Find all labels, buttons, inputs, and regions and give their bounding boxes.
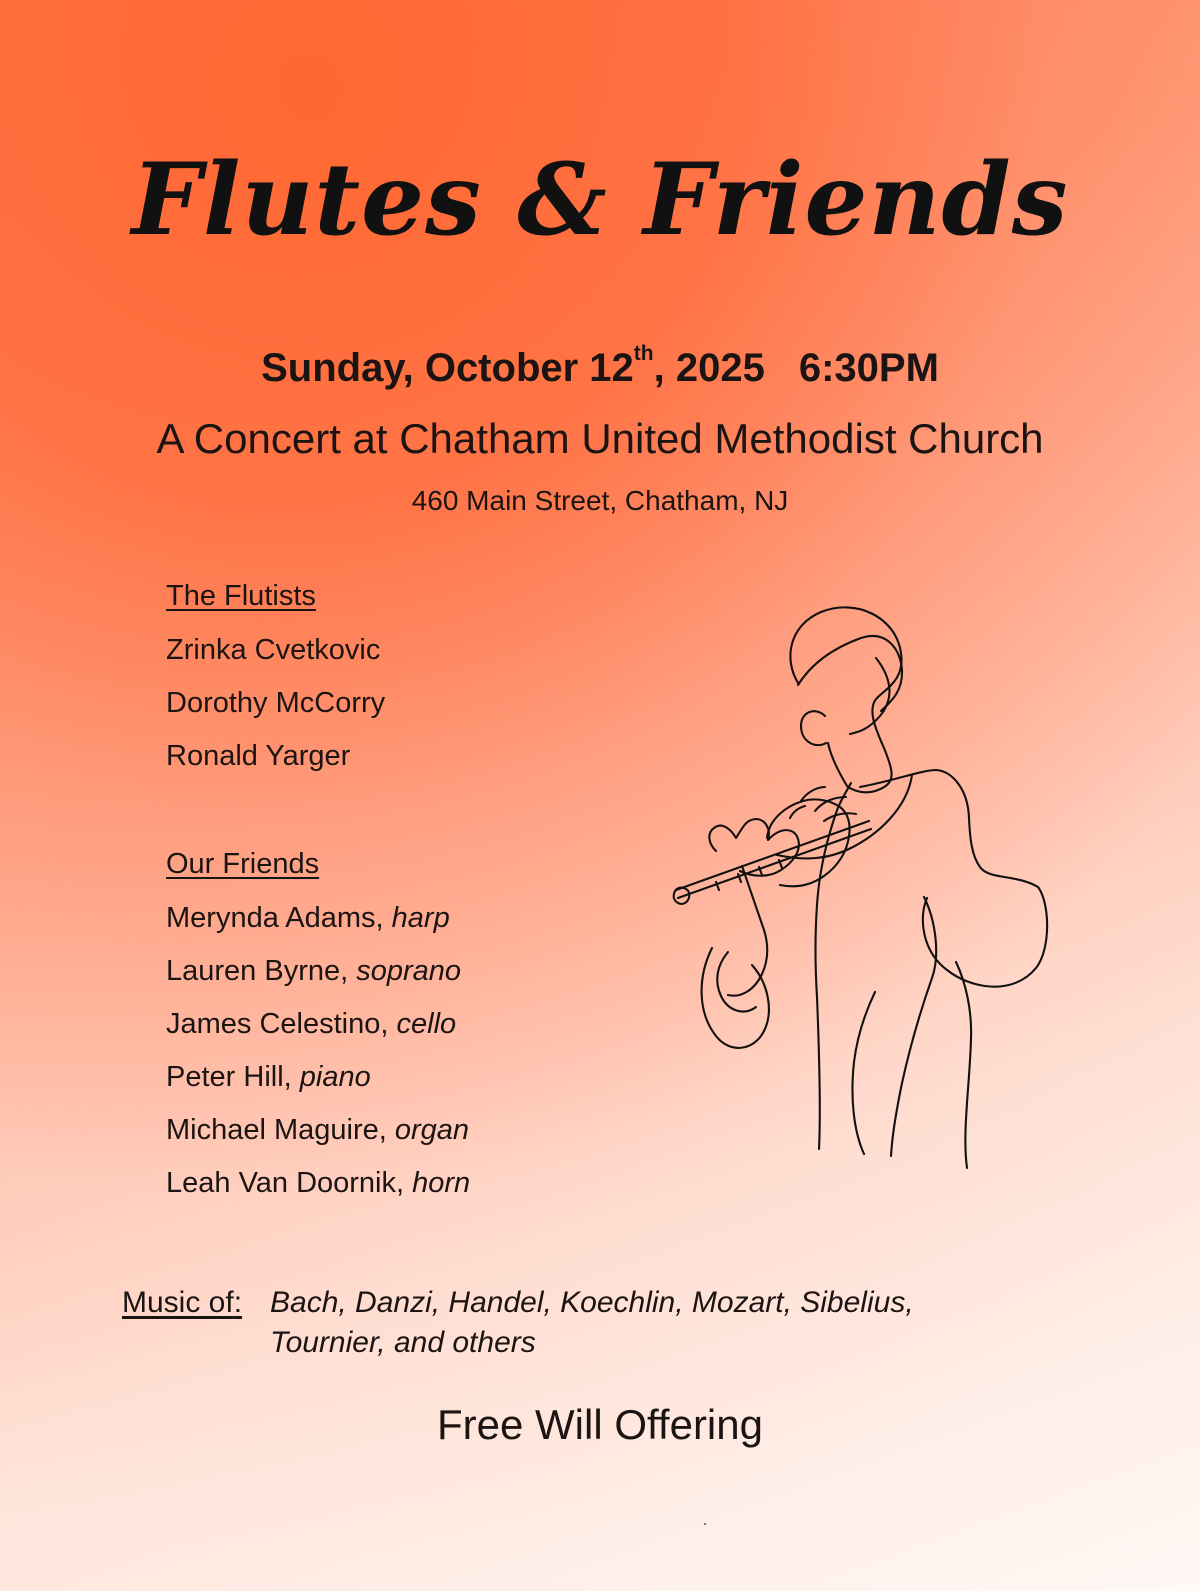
friend-instrument: horn: [412, 1167, 471, 1199]
friend-name: Peter Hill,: [166, 1061, 300, 1093]
event-date-suffix: th: [633, 341, 654, 365]
friends-heading: Our Friends: [166, 848, 320, 880]
friend-row: [166, 957, 470, 1010]
event-date-prefix: Sunday, October 12: [261, 346, 634, 390]
music-label: Music of: [122, 1286, 234, 1319]
print-speck: [704, 1523, 706, 1525]
friends-section: [166, 850, 470, 1222]
flute-player-face-line: [850, 658, 889, 734]
poster-title: Flutes & Friends: [131, 142, 1069, 258]
flute-player-torso-curve: [891, 897, 936, 1156]
friend-instrument: organ: [394, 1114, 470, 1146]
flute-player-side-line: [852, 992, 875, 1154]
event-date-time: [0, 341, 1200, 390]
flute-player-left-hand: [709, 819, 799, 876]
event-time: 6:30PM: [798, 346, 939, 390]
flute-player-shoulder-line: [860, 770, 1047, 987]
flutist-name: Dorothy McCorry: [166, 687, 386, 719]
friend-row: [166, 1116, 470, 1169]
free-will-offering: Free Will Offering: [437, 1401, 763, 1448]
flutists-section: [166, 582, 385, 795]
flute-player-arm-loop: [728, 866, 767, 996]
concert-venue: A Concert at Chatham United Methodist Church: [156, 415, 1044, 462]
flutist-name: Ronald Yarger: [166, 740, 351, 772]
flute-player-sleeve-line: [702, 948, 769, 1048]
event-year: , 2025: [653, 346, 765, 390]
flutist-name: Zrinka Cvetkovic: [166, 634, 381, 666]
flutists-heading: The Flutists: [166, 580, 316, 612]
music-label-wrapper: [122, 1283, 242, 1323]
flute-player-line-art-icon: [670, 600, 1090, 1190]
friend-instrument: harp: [391, 902, 450, 934]
friend-row: [166, 904, 470, 957]
flute-player-lower-body-line: [956, 962, 971, 1168]
friend-name: Leah Van Doornik,: [166, 1167, 413, 1199]
friend-row: [166, 1063, 470, 1116]
friend-name: Merynda Adams,: [166, 902, 392, 934]
friend-name: James Celestino,: [166, 1008, 397, 1040]
friend-row: [166, 1010, 470, 1063]
venue-address: 460 Main Street, Chatham, NJ: [411, 485, 789, 516]
flute-instrument: [674, 821, 871, 904]
friend-name: Michael Maguire,: [166, 1114, 395, 1146]
music-label-colon: :: [233, 1286, 243, 1319]
friend-row: [166, 1169, 470, 1222]
friend-instrument: cello: [396, 1008, 457, 1040]
flute-player-head-outline: [790, 607, 901, 792]
friend-instrument: soprano: [356, 955, 462, 987]
friend-instrument: piano: [299, 1061, 371, 1093]
flute-player-ear-line: [801, 711, 826, 745]
flute-player-elbow-line: [717, 952, 756, 1011]
composer-list: Bach, Danzi, Handel, Koechlin, Mozart, Sibelius, Tournier, and others: [270, 1286, 914, 1359]
friend-name: Lauren Byrne,: [166, 955, 357, 987]
